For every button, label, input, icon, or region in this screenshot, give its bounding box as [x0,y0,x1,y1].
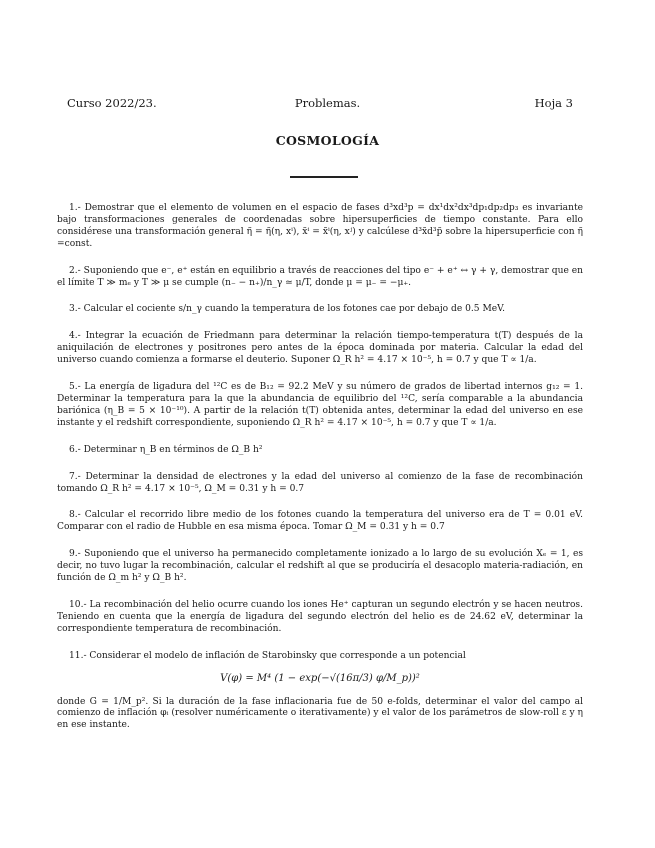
course-label: Curso 2022/23. [67,96,157,110]
starobinsky-potential-formula: V(φ) = M⁴ (1 − exp(−√(16π/3) φ/M_p))² [220,672,420,684]
title-divider [290,176,358,178]
problem-2: 2.- Suponiendo que e⁻, e⁺ están en equilibrio a través de reacciones del tipo e⁻ + e⁺ ↔ γ + γ, demostrar que en el límite T ≫ mₑ y T ≫ μ se cumple (n₋ − n₊)/n_γ ≃ μ/T, donde μ = μ₋ = −μ₊. [57,265,583,288]
problem-5: 5.- La energía de ligadura del ¹²C es de B₁₂ = 92.2 MeV y su número de grados de libertad internos g₁₂ = 1. Determinar la temperatura para la que la abundancia de equilibrio del ¹²C, sería comparable a la abundancia bariónica (η_B = 5 × 10⁻¹⁰). A partir de la relación t(T) obtenida antes, determinar la edad del universo en ese instante y el redshift correspondiente, suponiendo Ω_R h² = 4.17 × 10⁻⁵, h = 0.7 y que T ∝ 1/a. [57,382,583,428]
sheet-label: Hoja 3 [534,96,573,110]
problem-11-intro: 11.- Considerar el modelo de inflación de Starobinsky que corresponde a un potencial [69,650,466,661]
problem-10: 10.- La recombinación del helio ocurre cuando los iones He⁺ capturan un segundo electrón y se hacen neutros. Teniendo en cuenta que la energía de ligadura del segundo electrón del helio es de 24.62 eV, determinar la correspondiente temperatura de recombinación. [57,599,583,634]
problem-4: 4.- Integrar la ecuación de Friedmann para determinar la relación tiempo-temperatura t(T) después de la aniquilación de electrones y positrones pero antes de la época dominada por materia. Calcular la edad del universo cuando comienza a formarse el deuterio. Suponer Ω_R h² = 4.17 × 10⁻⁵, h = 0.7 y que T ∝ 1/a. [57,331,583,366]
problem-9: 9.- Suponiendo que el universo ha permanecido completamente ionizado a lo largo de su evolución Xₑ = 1, es decir, no tuvo lugar la recombinación, calcular el redshift al que se produciría el desacoplo materia-radiación, en función de Ω_m h² y Ω_B h². [57,549,583,584]
section-label: Problemas. [294,96,361,110]
page-title: COSMOLOGÍA [275,133,380,148]
problem-1: 1.- Demostrar que el elemento de volumen en el espacio de fases d³xd³p = dx¹dx²dx³dp₁dp₂dp₃ es invariante bajo transformaciones generales de coordenadas sobre hipersuperficies de tiempo constante. Para ello considérese una transformación general η̃ = η̃(η, xⁱ), x̃ⁱ = x̃ⁱ(η, xʲ) y calcúlese d³x̃d³p̃ sobre la hipersuperficie con η̃ =const. [57,203,583,249]
problem-6: 6.- Determinar η_B en términos de Ω_B h² [69,444,263,455]
problem-7: 7.- Determinar la densidad de electrones y la edad del universo al comienzo de la fase de recombinación tomando Ω_R h² = 4.17 × 10⁻⁵, Ω_M = 0.31 y h = 0.7 [57,471,583,494]
problem-list [57,203,583,747]
problem-3: 3.- Calcular el cociente s/n_γ cuando la temperatura de los fotones cae por debajo de 0.5 MeV. [69,304,506,315]
problem-11-body: donde G = 1/M_p². Si la duración de la fase inflacionaria fue de 50 e-folds, determinar el valor del campo al comienzo de inflación φᵢ (resolver numéricamente o iterativamente) y el valor de los parámetros de slow-roll ε y η en ese instante. [57,696,583,731]
problem-8: 8.- Calcular el recorrido libre medio de los fotones cuando la temperatura del universo era de T = 0.01 eV. Comparar con el radio de Hubble en esa misma época. Tomar Ω_M = 0.31 y h = 0.7 [57,510,583,533]
